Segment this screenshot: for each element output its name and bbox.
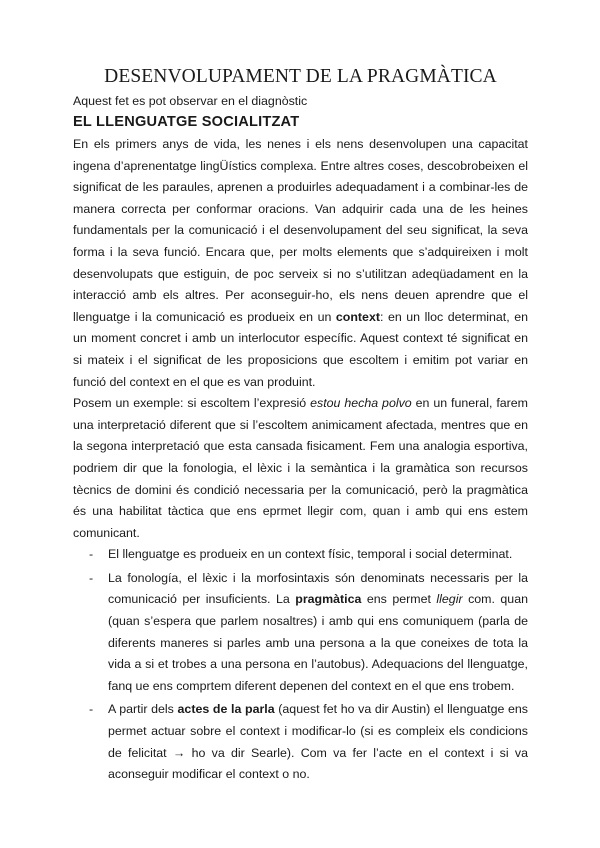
paragraph-2-text-b: en un funeral, farem una interpretació diferent que si l’escoltem animicament afectada, mentres que en la segona interpretació que esta cansada fisicament. Fem una analogia esportiva, podriem dir que la fonologia, el lèxic i la semàntica i la gramàtica son recursos tècnics de domini és condició necessaria per la comunicació, però la pragmàtica és una habilitat tàctica que ens eprmet llegir com, quan i amb qui ens estem comunicant. (73, 396, 528, 540)
paragraph-2 (73, 393, 528, 544)
bullet-1-text: El llenguatge es produeix en un context físic, temporal i social determinat. (108, 547, 513, 562)
section-heading: EL LLENGUATGE SOCIALITZAT (73, 114, 300, 130)
bullet-2-text-c: com. quan (quan s’espera que parlem nosaltres) i amb qui ens comuniquem (parla de diferents maneres si parles amb una persona a la que coneixes de tota la vida a si et trobes a una persona en l’autobus). Adequacions del llenguatge, fanq ue ens comprtem diferent depenen del context en el que ens trobem. (108, 592, 528, 693)
list-item (73, 544, 528, 566)
paragraph-1-text-b: : en un lloc determinat, en un moment concret i amb un interlocutor específic. Aquest context té significat en si mateix i el significat de les proposicions que escoltem i emitim pot variar en funció del context en el que es van produint. (73, 309, 529, 389)
term-llegir: llegir (436, 592, 463, 607)
bullet-3-text-a: A partir dels (108, 702, 178, 717)
bullet-2-text-a: La fonología, el lèxic i la morfosintaxis són denominats necessaris per la comunicació per insuficients. La (108, 570, 528, 607)
document-title: DESENVOLUPAMENT DE LA PRAGMÀTICA (104, 66, 497, 87)
bullet-2-text-b: ens permet (361, 592, 437, 607)
dash-bullet: - (89, 702, 94, 717)
bullet-3-text-b: (aquest fet ho va dir Austin) el llenguatge ens permet actuar sobre el context i modificar-lo (si es compleix els condicions de felicitat → ho va dir Searle). Com va fer l’acte en el context i si va aconseguir modificar el context o no. (108, 702, 528, 782)
paragraph-1-text-a: En els primers anys de vida, les nenes i els nens desenvolupen una capacitat ingena d’aprenentatge lingÜístics complexa. Entre altres coses, descobrobeixen el significat de les paraules, aprenen a produirles adequadament i a combinar-les de manera correcta per conformar oracions. Van adquirir cada una de les heines fundamentals per la comunicació i el desenvolupament del seu significat, la seva forma i la seva funció. Encara que, per molts elements que s’adquireixen i molt desenvolupats que estiguin, de poc serveix si no s’utilitzan adeqüadament en la interacció amb els altres. Per aconseguir-ho, els nens deuen aprendre que el llenguatge i la comunicació es produeix en un (73, 137, 528, 324)
dash-bullet: - (89, 547, 94, 562)
paragraph-1 (73, 134, 528, 393)
dash-bullet: - (89, 570, 94, 585)
term-pragmatica: pragmàtica (295, 592, 362, 607)
bullet-list (73, 544, 528, 786)
example-phrase: estou hecha polvo (310, 396, 412, 411)
list-item (73, 568, 528, 698)
paragraph-2-text-a: Posem un exemple: si escoltem l’expresió (73, 396, 311, 411)
list-item (73, 699, 528, 785)
document-subtitle: Aquest fet es pot observar en el diagnòstic (73, 94, 308, 108)
term-actes-parla: actes de la parla (177, 702, 275, 717)
term-context: context (335, 309, 380, 324)
